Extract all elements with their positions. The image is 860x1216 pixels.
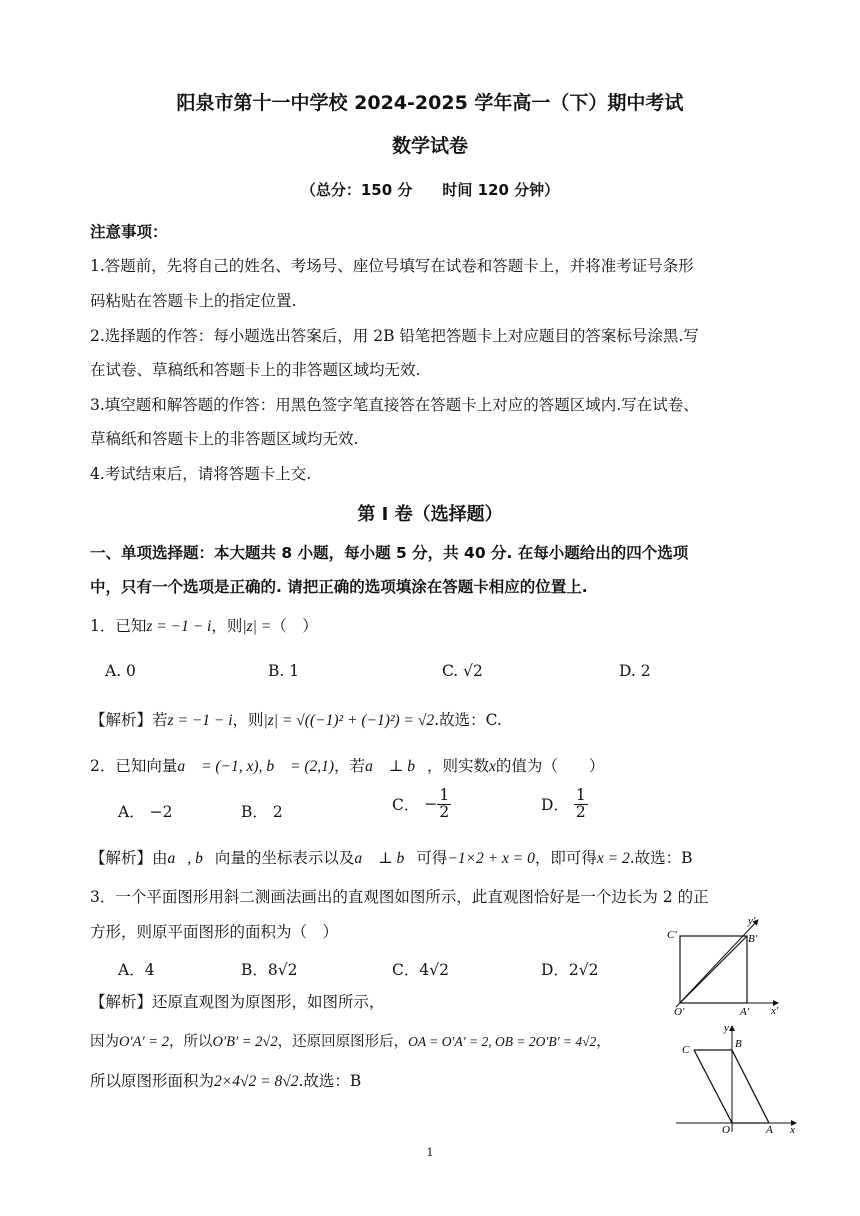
q3-analysis-2eq3: OA = O′A′ = 2, OB = 2O′B′ = 4√2	[408, 1034, 597, 1049]
fig1-label-x: x′	[771, 1005, 779, 1017]
q2-option-d	[541, 788, 588, 820]
q2-option-b-label: B．	[241, 803, 268, 821]
q3-analysis-tag: 【解析】	[90, 993, 153, 1011]
fig2-label-o: O	[722, 1124, 730, 1136]
fig1-label-b: B′	[748, 933, 758, 945]
question-3-stem-2: 方形，则原平面图形的面积为（ ）	[90, 923, 339, 941]
q1-analysis-expr: |z| = √((−1)² + (−1)²) = √2	[263, 712, 435, 729]
q3-analysis-2eq1: O′A′ = 2	[119, 1034, 169, 1050]
notice-line-3: 2.选择题的作答：每小题选出答案后，用 2B 铅笔把答题卡上对应题目的答案标号涂黑.写	[90, 327, 699, 345]
q2-analysis-b: 向量的坐标表示以及	[214, 849, 355, 867]
q2-analysis-c: 可得	[416, 849, 448, 867]
q2-option-b-value: 2	[272, 803, 283, 821]
q2-analysis	[90, 846, 693, 868]
notice-line-7: 4.考试结束后，请将答题卡上交.	[90, 465, 312, 483]
question-1-stem	[90, 614, 318, 636]
q1-abs: |z| =	[242, 618, 272, 635]
q2-analysis-a: 由	[152, 849, 168, 867]
q2-analysis-tag: 【解析】	[90, 849, 153, 867]
fig1-label-c: C′	[667, 929, 677, 941]
q2-text-d: 的值为（ ）	[495, 757, 605, 775]
q3-option-d: D．2√2	[541, 961, 599, 979]
q1-option-a: A. 0	[105, 662, 136, 680]
notice-heading: 注意事项：	[90, 223, 168, 241]
question-3-stem-1	[90, 885, 709, 907]
fig2-side-co	[694, 1050, 732, 1123]
q2-option-b	[241, 800, 283, 822]
q2-option-d-fraction	[574, 788, 588, 820]
fig2-label-a: A	[766, 1124, 773, 1136]
q3-figure-oblique	[660, 912, 790, 1020]
fig2-label-b: B	[735, 1038, 742, 1050]
q1-analysis-c: .故选：C.	[434, 711, 502, 729]
q3-option-b: B．8√2	[241, 961, 298, 979]
q3-analysis-2eq2: O′B′ = 2√2	[212, 1034, 278, 1050]
q1-text-b: ，则	[211, 617, 243, 635]
q1-equation: z = −1 − i	[146, 618, 212, 635]
q2-option-a-value: −2	[149, 803, 173, 821]
q3-analysis-2c: ，还原回原图形后，	[277, 1034, 409, 1050]
q1-text-a: 已知	[115, 617, 147, 635]
q3-figure-original	[674, 1020, 804, 1138]
notice-line-2: 码粘贴在答题卡上的指定位置.	[90, 292, 297, 310]
q1-analysis-a: 若	[152, 711, 168, 729]
q1-option-d: D. 2	[619, 662, 651, 680]
subject-title: 数学试卷	[391, 135, 468, 157]
q2-text-a: 已知向量	[115, 757, 178, 775]
fig2-label-x: x	[790, 1124, 795, 1136]
q3-analysis-3	[90, 1069, 361, 1091]
q1-number: 1．	[90, 617, 116, 635]
q2-vectors: a⃗ = (−1, x), b⃗ = (2,1)	[177, 758, 335, 775]
notice-line-5: 3.填空题和解答题的作答：用黑色签字笔直接答在答题卡上对应的答题区域内.写在试卷、	[90, 396, 699, 414]
q2-option-a	[118, 800, 173, 822]
q3-analysis-2b: ，所以	[168, 1034, 213, 1050]
q1-option-b: B. 1	[268, 662, 300, 680]
q2-perp: a⃗ ⊥ b⃗	[365, 758, 428, 775]
question-2-stem	[90, 754, 604, 776]
q3-number: 3．	[90, 888, 116, 906]
q2-var-x: x	[489, 758, 496, 775]
q3-analysis-3a: 所以原图形面积为	[90, 1072, 215, 1090]
fig2-label-y: y	[724, 1022, 729, 1034]
q1-analysis-b: ，则	[232, 711, 264, 729]
q3-analysis-3eq: 2×4√2 = 8√2	[214, 1073, 299, 1090]
q3-analysis-text-1: 还原直观图为原图形，如图所示，	[152, 993, 385, 1011]
fig1-label-o: O′	[674, 1006, 685, 1018]
q3-option-c: C．4√2	[392, 961, 449, 979]
q2-option-a-label: A．	[118, 803, 145, 821]
q2-option-c-fraction	[437, 788, 451, 820]
q2-option-d-denominator: 2	[575, 802, 586, 821]
q2-analysis-vec: a⃗, b⃗	[167, 850, 215, 867]
q1-paren: （ ）	[271, 617, 318, 635]
q2-option-c	[392, 788, 451, 820]
q2-text-b: ，若	[334, 757, 366, 775]
q2-text-c: ，则实数	[427, 757, 490, 775]
section-desc-2: 中，只有一个选项是正确的. 请把正确的选项填涂在答题卡相应的位置上.	[90, 578, 588, 596]
fig1-label-a: A′	[740, 1006, 750, 1018]
section-desc-1: 一、单项选择题：本大题共 8 小题，每小题 5 分，共 40 分. 在每小题给出的四个选项	[90, 544, 689, 562]
q1-option-c: C. √2	[442, 662, 483, 680]
q2-analysis-e: .故选：B	[629, 849, 693, 867]
q2-analysis-perp: a⃗ ⊥ b⃗	[354, 850, 417, 867]
q3-analysis-2	[90, 1030, 611, 1051]
q2-analysis-d: ，即可得	[534, 849, 597, 867]
q2-option-c-denominator: 2	[439, 802, 450, 821]
q3-analysis-1	[90, 990, 385, 1012]
fig1-label-y: y′	[748, 915, 756, 927]
fig1-diagonal	[680, 936, 747, 1003]
page-number: 1	[426, 1146, 434, 1159]
q3-option-a: A．4	[118, 961, 155, 979]
q2-option-d-numerator: 1	[575, 786, 586, 804]
q3-analysis-3b: .故选：B	[298, 1072, 362, 1090]
q3-stem-text-1: 一个平面图形用斜二测画法画出的直观图如图所示，此直观图恰好是一个边长为 2 的正	[115, 888, 709, 906]
q1-analysis	[90, 708, 502, 730]
q2-number: 2．	[90, 757, 116, 775]
fig2-label-c: C	[682, 1044, 690, 1056]
q2-option-c-sign: −	[424, 795, 438, 813]
q3-analysis-2a: 因为	[90, 1034, 119, 1050]
notice-line-4: 在试卷、草稿纸和答题卡上的非答题区域均无效.	[90, 361, 421, 379]
q2-option-c-numerator: 1	[439, 786, 450, 804]
exam-title: 阳泉市第十一中学校 2024-2025 学年高一（下）期中考试	[176, 92, 684, 114]
q1-analysis-tag: 【解析】	[90, 711, 153, 729]
q2-analysis-eq2: x = 2	[596, 850, 630, 867]
exam-meta: （总分：150 分 时间 120 分钟）	[300, 181, 560, 199]
q2-option-d-label: D．	[541, 796, 569, 814]
q2-option-c-label: C．	[392, 796, 420, 814]
q3-analysis-2d: ，	[596, 1034, 611, 1050]
fig2-side-ab	[732, 1050, 769, 1123]
notice-line-1: 1.答题前，先将自己的姓名、考场号、座位号填写在试卷和答题卡上，并将准考证号条形	[90, 257, 694, 275]
q1-analysis-eq: z = −1 − i	[167, 712, 233, 729]
section-title: 第 I 卷（选择题）	[357, 504, 503, 525]
notice-line-6: 草稿纸和答题卡上的非答题区域均无效.	[90, 430, 359, 448]
q2-analysis-eq1: −1×2 + x = 0	[447, 850, 535, 867]
